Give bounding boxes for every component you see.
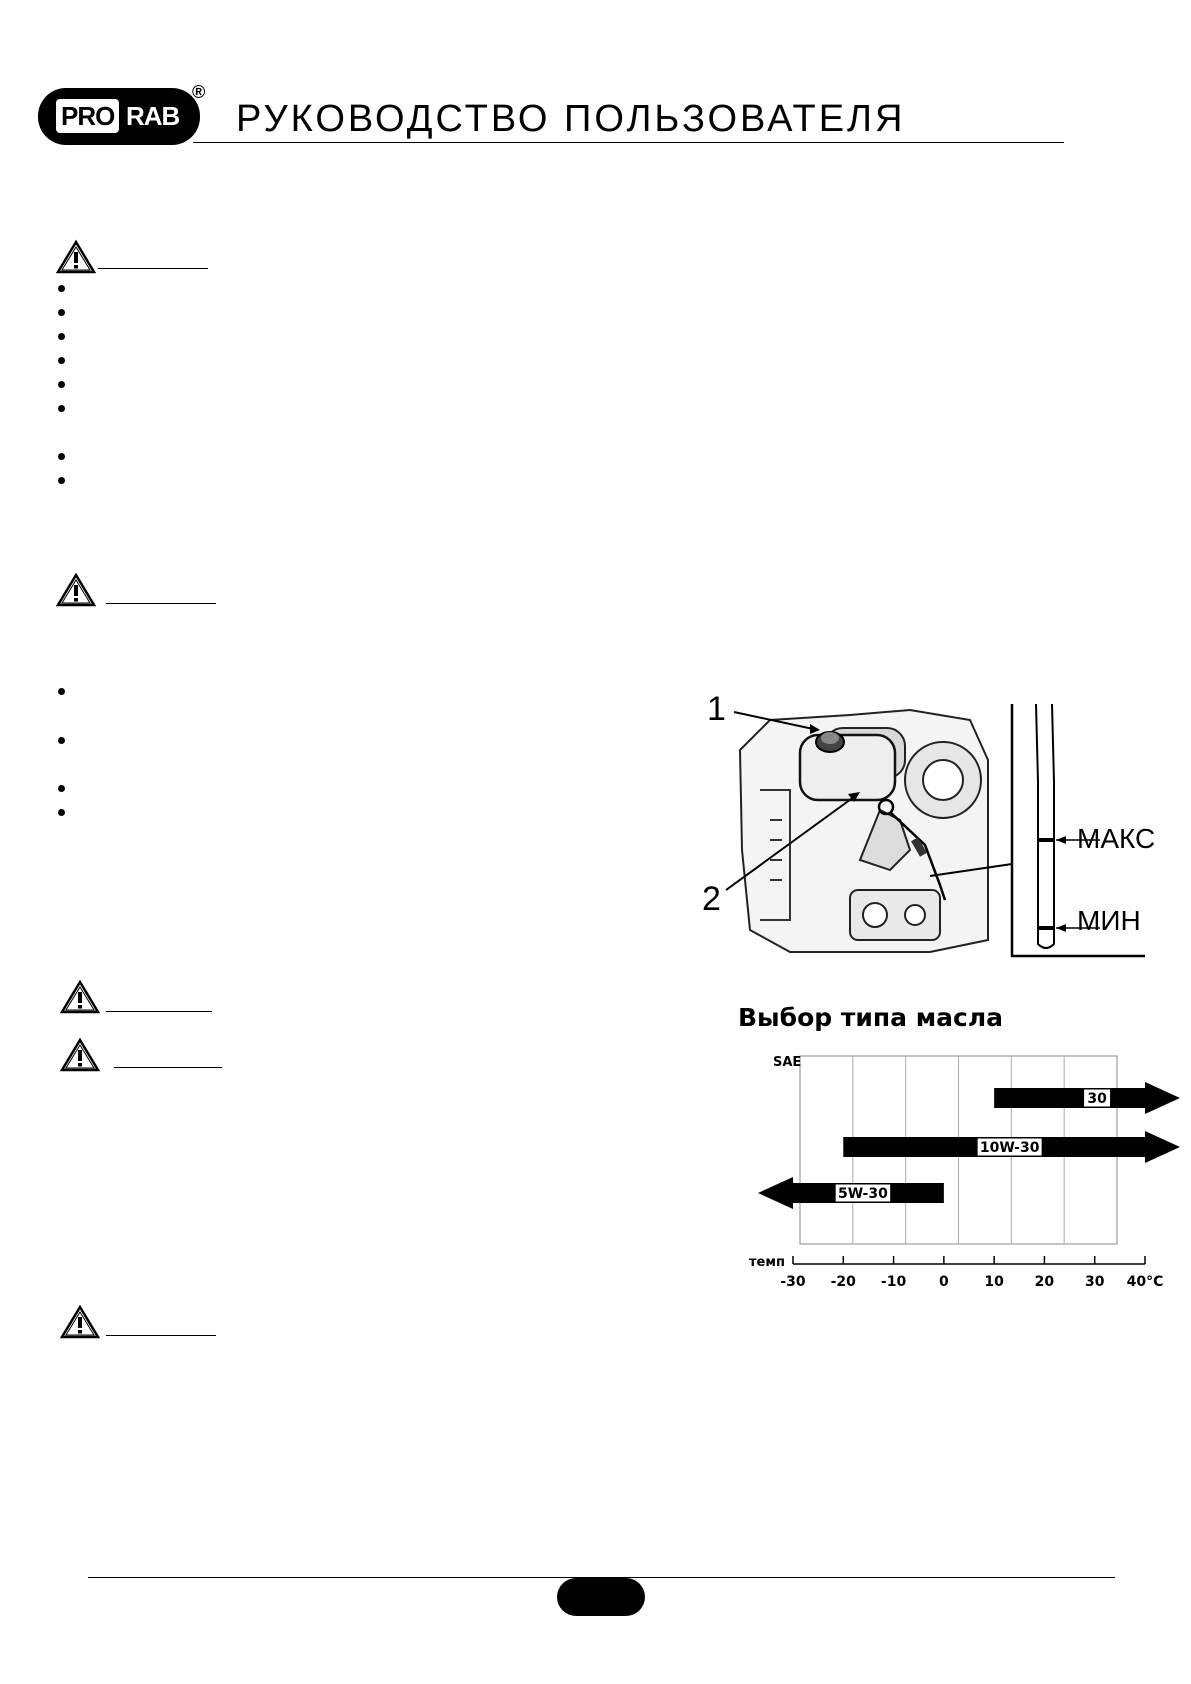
warning-icon xyxy=(60,1038,100,1072)
callout-1-label: 1 xyxy=(707,690,726,728)
list-bullet xyxy=(58,405,65,412)
warning-icon xyxy=(60,1305,100,1339)
chart-tick-label: 0 xyxy=(938,1274,949,1290)
chart-xlabel: темп xyxy=(749,1255,785,1270)
dipstick-min-label: МИН xyxy=(1077,905,1141,936)
list-bullet xyxy=(58,785,65,792)
chart-tick-label: -20 xyxy=(830,1274,856,1290)
oil-range-label: 10W-30 xyxy=(979,1140,1040,1156)
list-bullet xyxy=(58,688,65,695)
list-bullet xyxy=(58,381,65,388)
warning-underline xyxy=(114,1067,222,1068)
page-number-badge xyxy=(557,1578,645,1616)
oil-viscosity-chart xyxy=(735,1040,1165,1290)
warning-icon xyxy=(60,980,100,1014)
oil-range-label: 5W-30 xyxy=(837,1186,888,1202)
chart-tick-label: 40°C xyxy=(1126,1274,1164,1290)
list-bullet xyxy=(58,737,65,744)
chart-tick-label: -10 xyxy=(880,1274,907,1290)
list-bullet xyxy=(58,809,65,816)
warning-underline xyxy=(98,268,208,269)
warning-icon xyxy=(56,240,96,274)
page-title: РУКОВОДСТВО ПОЛЬЗОВАТЕЛЯ xyxy=(236,98,906,140)
chart-tick-label: 10 xyxy=(984,1274,1004,1290)
list-bullet xyxy=(58,309,65,316)
warning-underline xyxy=(106,1335,216,1336)
logo-rab-text: RAB xyxy=(126,101,180,131)
list-bullet xyxy=(58,477,65,484)
oil-chart-title: Выбор типа масла xyxy=(738,1003,1004,1032)
oil-range-label: 30 xyxy=(1087,1091,1107,1107)
list-bullet xyxy=(58,333,65,340)
list-bullet xyxy=(58,357,65,364)
header-divider xyxy=(193,142,1064,143)
warning-underline xyxy=(106,1011,212,1012)
chart-tick-label: 20 xyxy=(1034,1274,1055,1290)
list-bullet xyxy=(58,285,65,292)
chart-tick-label: 30 xyxy=(1084,1274,1105,1290)
logo-pro-text: PRO xyxy=(56,99,119,133)
callout-leaders xyxy=(730,690,870,910)
chart-tick-label: -30 xyxy=(780,1274,806,1290)
brand-logo xyxy=(38,88,200,145)
registered-mark: ® xyxy=(192,82,206,102)
warning-icon xyxy=(56,573,96,607)
warning-underline xyxy=(106,603,216,604)
dipstick-max-label: МАКС xyxy=(1077,823,1156,854)
list-bullet xyxy=(58,453,65,460)
callout-2-label: 2 xyxy=(702,880,721,918)
chart-ylabel: SAE xyxy=(773,1055,802,1070)
